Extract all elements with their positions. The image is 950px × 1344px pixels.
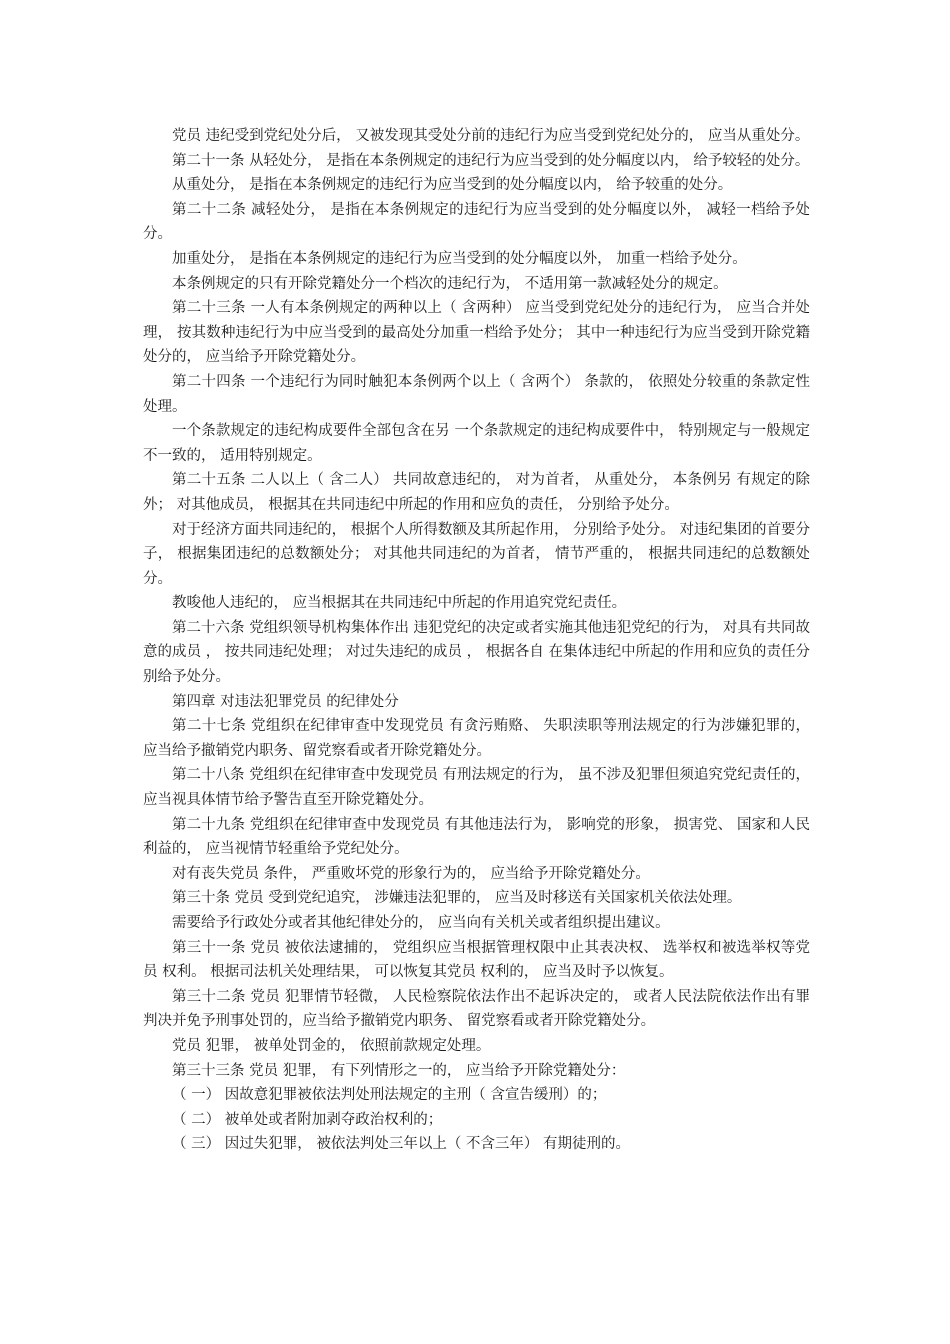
chapter-heading: 第四章 对违法犯罪党员 的纪律处分 bbox=[172, 693, 399, 710]
list-item: （ 二） 被单处或者附加剥夺政治权利的； bbox=[172, 1111, 443, 1128]
paragraph: 需要给予行政处分或者其他纪律处分的， 应当向有关机关或者组织提出建议。 bbox=[172, 915, 670, 931]
paragraph: 一个条款规定的违纪构成要件全部包含在另 一个条款规定的违纪构成要件中， 特别规定与一般规定不一致的， 适用特别规定。 bbox=[143, 423, 810, 464]
article-21: 第二十一条 从轻处分， 是指在本条例规定的违纪行为应当受到的处分幅度以内， 给予较轻的处分。 bbox=[172, 152, 810, 169]
document-body bbox=[143, 124, 810, 1157]
paragraph: 加重处分， 是指在本条例规定的违纪行为应当受到的处分幅度以外， 加重一档给予处分。 bbox=[172, 250, 747, 267]
article-29: 第二十九条 党组织在纪律审查中发现党员 有其他违法行为， 影响党的形象， 损害党、 国家和人民利益的， 应当视情节轻重给予党纪处分。 bbox=[143, 816, 810, 858]
article-24: 第二十四条 一个违纪行为同时触犯本条例两个以上（ 含两个） 条款的， 依照处分较重的条款定性处理。 bbox=[143, 373, 810, 415]
article-28: 第二十八条 党组织在纪律审查中发现党员 有刑法规定的行为， 虽不涉及犯罪但须追究党纪责任的， 应当视具体情节给予警告直至开除党籍处分。 bbox=[143, 767, 810, 809]
paragraph: 对于经济方面共同违纪的， 根据个人所得数额及其所起作用， 分别给予处分。 对违纪集团的首要分子， 根据集团违纪的总数额处分； 对其他共同违纪的为首者， 情节严重的， 根据共同违纪的总数额处分。 bbox=[143, 521, 810, 587]
list-item: （ 三） 因过失犯罪， 被依法判处三年以上（ 不含三年） 有期徒刑的。 bbox=[172, 1136, 631, 1153]
article-23: 第二十三条 一人有本条例规定的两种以上（ 含两种） 应当受到党纪处分的违纪行为， 应当合并处理， 按其数种违纪行为中应当受到的最高处分加重一档给予处分； 其中一种违纪行为应当受到开除党籍处分的， 应当给予开除党籍处分。 bbox=[143, 300, 810, 366]
article-27: 第二十七条 党组织在纪律审查中发现党员 有贪污贿赂、 失职渎职等刑法规定的行为涉嫌犯罪的， 应当给予撤销党内职务、留党察看或者开除党籍处分。 bbox=[143, 718, 810, 759]
paragraph: 本条例规定的只有开除党籍处分一个档次的违纪行为， 不适用第一款减轻处分的规定。 bbox=[172, 275, 728, 292]
article-32: 第三十二条 党员 犯罪情节轻微， 人民检察院依法作出不起诉决定的， 或者人民法院依法作出有罪判决并免予刑事处罚的，应当给予撤销党内职务、 留党察看或者开除党籍处分。 bbox=[143, 988, 810, 1030]
article-30: 第三十条 党员 受到党纪追究， 涉嫌违法犯罪的， 应当及时移送有关国家机关依法处理。 bbox=[172, 890, 742, 907]
list-item: （ 一） 因故意犯罪被依法判处刑法规定的主刑（ 含宣告缓刑）的； bbox=[172, 1087, 607, 1104]
article-31: 第三十一条 党员 被依法逮捕的， 党组织应当根据管理权限中止其表决权、 选举权和被选举权等党员 权利。 根据司法机关处理结果， 可以恢复其党员 权利的， 应当及时予以恢复。 bbox=[143, 939, 810, 981]
paragraph: 教唆他人违纪的， 应当根据其在共同违纪中所起的作用追究党纪责任。 bbox=[172, 595, 627, 612]
article-33: 第三十三条 党员 犯罪， 有下列情形之一的， 应当给予开除党籍处分： bbox=[172, 1062, 626, 1079]
article-22: 第二十二条 减轻处分， 是指在本条例规定的违纪行为应当受到的处分幅度以外， 减轻一档给予处分。 bbox=[143, 201, 810, 243]
paragraph: 党员 犯罪， 被单处罚金的， 依照前款规定处理。 bbox=[172, 1037, 491, 1054]
paragraph: 从重处分， 是指在本条例规定的违纪行为应当受到的处分幅度以内， 给予较重的处分。 bbox=[172, 177, 733, 194]
article-26: 第二十六条 党组织领导机构集体作出 违犯党纪的决定或者实施其他违犯党纪的行为， 对具有共同故意的成员 ， 按共同违纪处理； 对过失违纪的成员 ， 根据各自 在集体违纪中所起的作用和应负的责任分别给予处分。 bbox=[143, 619, 810, 686]
article-25: 第二十五条 二人以上（ 含二人） 共同故意违纪的， 对为首者， 从重处分， 本条例另 有规定的除外； 对其他成员， 根据其在共同违纪中所起的作用和应负的责任， 分别给予处分。 bbox=[143, 472, 810, 513]
paragraph: 对有丧失党员 条件， 严重败坏党的形象行为的， 应当给予开除党籍处分。 bbox=[172, 865, 650, 882]
paragraph: 党员 违纪受到党纪处分后， 又被发现其受处分前的违纪行为应当受到党纪处分的， 应当从重处分。 bbox=[172, 128, 810, 144]
